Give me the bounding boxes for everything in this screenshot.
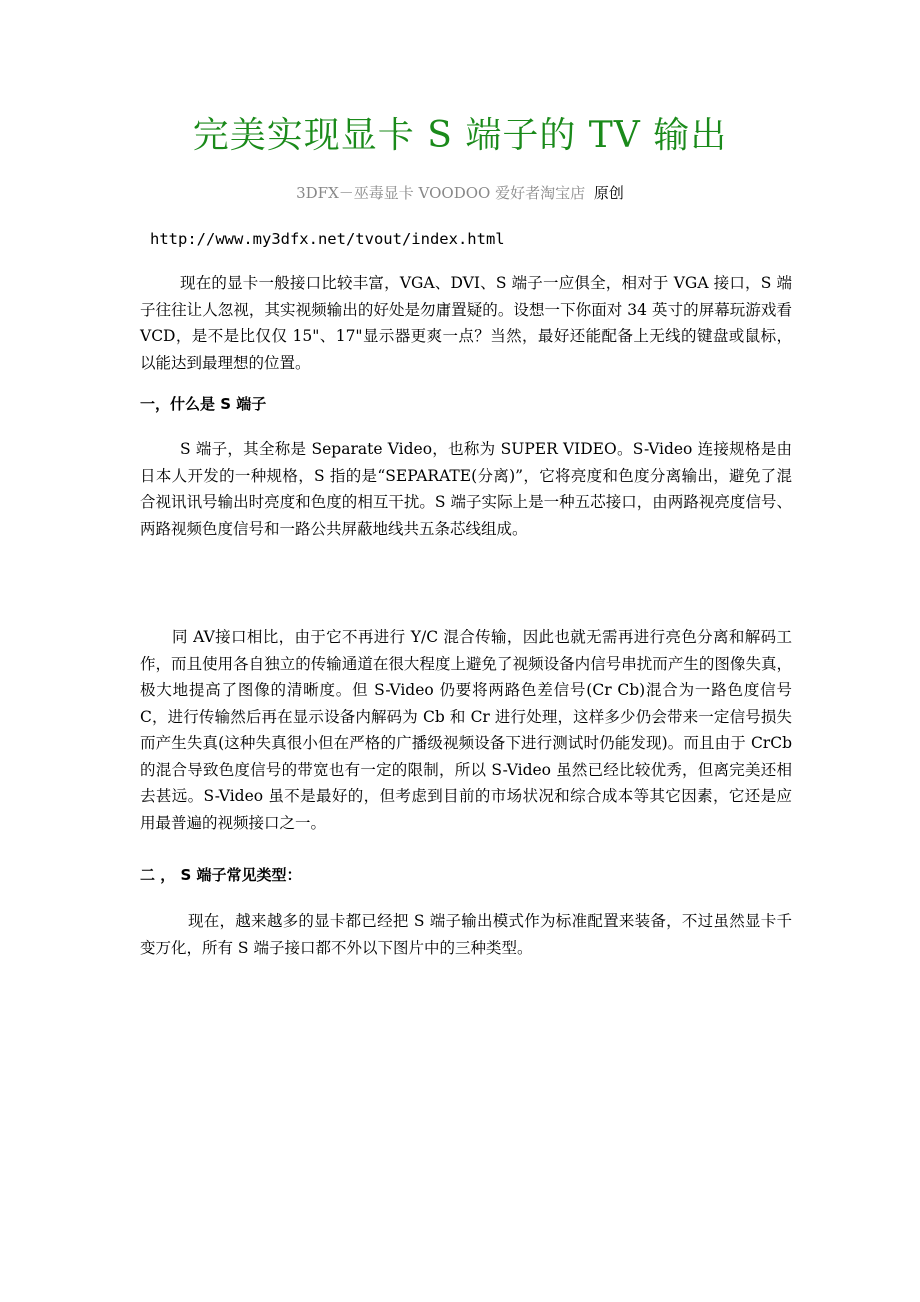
source-url: http://www.my3dfx.net/tvout/index.html <box>150 230 505 248</box>
page-title: 完美实现显卡 S 端子的 TV 输出 <box>192 115 728 156</box>
subtitle-original-label: 原创 <box>593 184 624 202</box>
paragraph-s-video-definition: S 端子，其全称是 Separate Video，也称为 SUPER VIDEO。S-Video 连接规格是由日本人开发的一种规格，S 指的是“SEPARATE(分离)”，它将亮度和色度分离输出，避免了混合视讯讯号输出时亮度和色度的相互干扰。S 端子实际上是一种五芯接口，由两路视亮度信号、两路视频色度信号和一路公共屏蔽地线共五条芯线组成。 <box>140 440 792 538</box>
paragraph-av-comparison: 同 AV接口相比，由于它不再进行 Y/C 混合传输，因此也就无需再进行亮色分离和解码工作，而且使用各自独立的传输通道在很大程度上避免了视频设备内信号串扰而产生的图像失真，极大地提高了图像的清晰度。但 S-Video 仍要将两路色差信号(Cr Cb)混合为一路色度信号 C，进行传输然后再在显示设备内解码为 Cb 和 Cr 进行处理，这样多少仍会带来一定信号损失而产生失真(这种失真很小但在严格的广播级视频设备下进行测试时仍能发现)。而且由于 CrCb 的混合导致色度信号的带宽也有一定的限制，所以 S-Video 虽然已经比较优秀，但离完美还相去甚远。S-Video 虽不是最好的，但考虑到目前的市场状况和综合成本等其它因素，它还是应用最普遍的视频接口之一。 <box>140 628 792 832</box>
paragraph-intro: 现在的显卡一般接口比较丰富，VGA、DVI、S 端子一应俱全，相对于 VGA 接口，S 端子往往让人忽视，其实视频输出的好处是勿庸置疑的。设想一下你面对 34 英寸的屏幕玩游戏看 VCD，是不是比仅仅 15"、17"显示器更爽一点？当然，最好还能配备上无线的键盘或鼠标，以能达到最理想的位置。 <box>140 274 792 372</box>
section-heading-s-video-types: 二 ， S 端子常见类型： <box>140 866 302 884</box>
subtitle-site: 3DFX－巫毒显卡 VOODOO 爱好者淘宝店 <box>296 184 586 202</box>
paragraph-types-intro: 现在，越来越多的显卡都已经把 S 端子输出模式作为标准配置来装备，不过虽然显卡千变万化，所有 S 端子接口都不外以下图片中的三种类型。 <box>140 912 792 957</box>
subtitle <box>0 180 920 206</box>
section-heading-what-is-s-video: 一，什么是 S 端子 <box>140 395 267 413</box>
